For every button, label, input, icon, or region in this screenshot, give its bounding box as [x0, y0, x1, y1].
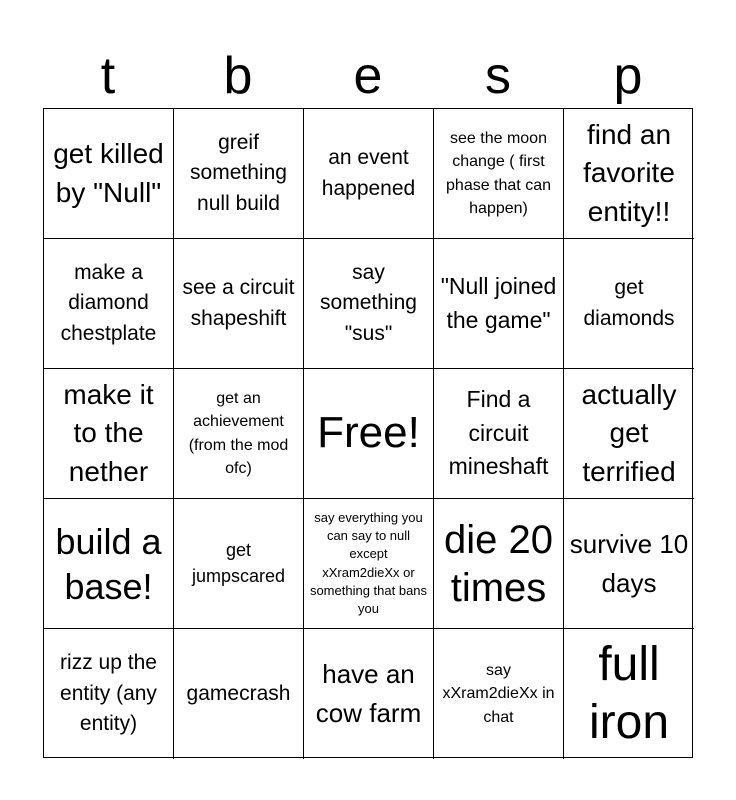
cell-label: find an favorite entity!!	[583, 118, 675, 227]
header-letter-p: p	[613, 47, 643, 105]
bingo-cell-r3c1[interactable]	[44, 369, 174, 499]
cell-label: have an cow farm	[315, 659, 422, 728]
bingo-cell-r1c4[interactable]	[434, 109, 564, 239]
cell-label: see a circuit shapeshift	[182, 276, 295, 330]
bingo-cell-r4c2[interactable]	[174, 499, 304, 629]
cell-label: actually get terrified	[581, 378, 677, 487]
cell-label: "Null joined the game"	[440, 273, 557, 333]
cell-label: say something "sus"	[320, 260, 417, 345]
bingo-cell-r2c1[interactable]	[44, 239, 174, 369]
cell-label: get diamonds	[583, 276, 675, 330]
bingo-cell-r4c4[interactable]	[434, 499, 564, 629]
cell-label: an event happened	[321, 146, 416, 200]
bingo-cell-r2c5[interactable]	[564, 239, 694, 369]
cell-label: Find a circuit mineshaft	[448, 386, 549, 480]
cell-label: gamecrash	[186, 681, 291, 705]
cell-label: get an achievement (from the mod ofc)	[188, 390, 289, 477]
bingo-cell-r1c5[interactable]	[564, 109, 694, 239]
cell-label: build a base!	[55, 520, 162, 607]
bingo-cell-r2c2[interactable]	[174, 239, 304, 369]
header-letter-s: s	[485, 47, 511, 105]
cell-label: make it to the nether	[63, 378, 154, 487]
header-letter-t: t	[100, 47, 116, 105]
cell-label: get killed by "Null"	[53, 137, 164, 208]
bingo-cell-r3c2[interactable]	[174, 369, 304, 499]
cell-label: full iron	[588, 638, 670, 749]
cell-label: say everything you can say to null except xXram2dieXx or something that bans you	[309, 509, 428, 616]
header-letter-b: b	[223, 47, 253, 105]
cell-label: see the moon change ( first phase that can happen)	[446, 130, 551, 217]
bingo-cell-r5c5[interactable]	[564, 629, 694, 759]
bingo-cell-r5c3[interactable]	[304, 629, 434, 759]
bingo-cell-r1c1[interactable]	[44, 109, 174, 239]
bingo-cell-r4c5[interactable]	[564, 499, 694, 629]
bingo-cell-r1c2[interactable]	[174, 109, 304, 239]
cell-label: survive 10 days	[569, 528, 689, 598]
bingo-cell-r5c2[interactable]	[174, 629, 304, 759]
bingo-header	[43, 44, 693, 108]
bingo-cell-r3c3-free[interactable]	[304, 369, 434, 499]
bingo-cell-r5c1[interactable]	[44, 629, 174, 759]
header-letter-e: e	[353, 47, 383, 105]
bingo-cell-r3c5[interactable]	[564, 369, 694, 499]
bingo-cell-r2c4[interactable]	[434, 239, 564, 369]
bingo-grid	[43, 108, 693, 758]
cell-label: make a diamond chestplate	[60, 260, 157, 345]
cell-label: get jumpscared	[191, 540, 286, 586]
free-space-label: Free!	[317, 408, 420, 458]
bingo-cell-r2c3[interactable]	[304, 239, 434, 369]
cell-label: rizz up the entity (any entity)	[60, 651, 157, 736]
bingo-cell-r1c3[interactable]	[304, 109, 434, 239]
bingo-cell-r4c1[interactable]	[44, 499, 174, 629]
bingo-cell-r5c4[interactable]	[434, 629, 564, 759]
bingo-cell-r4c3[interactable]	[304, 499, 434, 629]
cell-label: say xXram2dieXx in chat	[442, 662, 555, 726]
cell-label: greif something null build	[190, 130, 287, 215]
cell-label: die 20 times	[444, 517, 553, 610]
bingo-cell-r3c4[interactable]	[434, 369, 564, 499]
